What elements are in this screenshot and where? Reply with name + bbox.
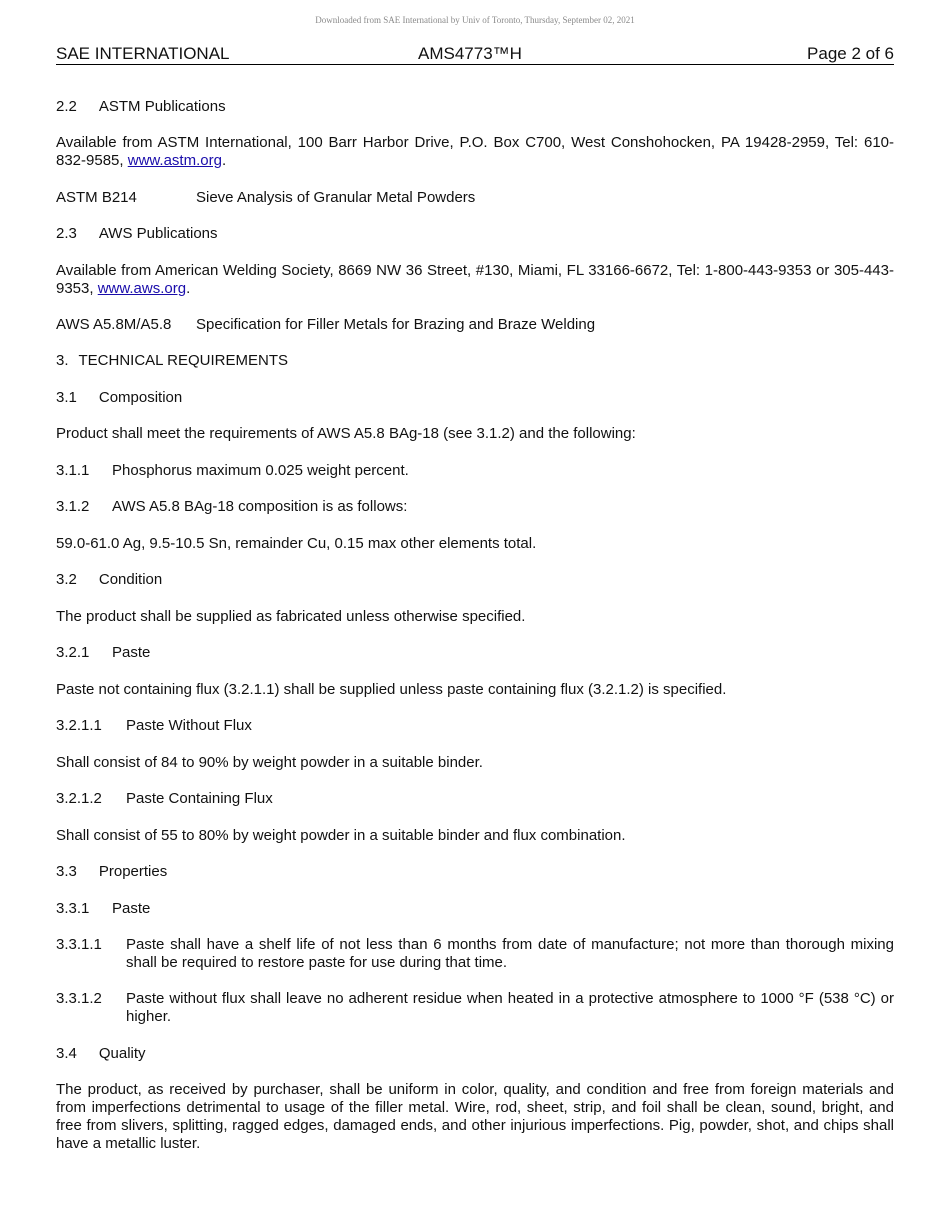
section-title: Paste	[112, 644, 151, 661]
section-title: AWS Publications	[98, 225, 218, 242]
section-number: 3.1.1	[56, 462, 90, 479]
section-3-2-1-2-heading	[56, 790, 894, 808]
astm-availability-paragraph	[56, 134, 894, 170]
section-number: 2.3	[56, 225, 77, 242]
section-number: 2.2	[56, 98, 77, 115]
reference-title: Sieve Analysis of Granular Metal Powders	[196, 189, 476, 206]
section-3-4-text: The product, as received by purchaser, shall be uniform in color, quality, and condition and free from foreign materials and from imperfections detrimental to usage of the filler metal. Wire, rod, sheet, strip, and foil shall be clean, sound, bright, and free from slivers, splitting, ragged edges, damaged ends, and other injurious imperfections. Pig, powder, shot, and chips shall have a metallic luster.	[56, 1081, 894, 1152]
section-3-1-2	[56, 498, 894, 516]
section-3-3-1-heading	[56, 900, 894, 918]
section-3-1-heading	[56, 389, 894, 407]
section-3-2-1-1-heading	[56, 717, 894, 735]
section-title: Paste	[112, 900, 151, 917]
section-3-2-1-heading	[56, 644, 894, 662]
section-number: 3.4	[56, 1045, 77, 1062]
header-organization: SAE INTERNATIONAL	[56, 44, 230, 63]
section-title: Paste Without Flux	[126, 717, 252, 734]
aws-availability-paragraph	[56, 262, 894, 298]
section-number: 3.3	[56, 863, 77, 880]
header-page-number: Page 2 of 6	[807, 44, 894, 63]
section-3-2-1-text: Paste not containing flux (3.2.1.1) shall be supplied unless paste containing flux (3.2.1.2) is specified.	[56, 681, 727, 698]
section-number: 3.2.1	[56, 644, 90, 661]
section-3-2-heading	[56, 571, 894, 589]
section-number: 3.2.1.1	[56, 717, 102, 734]
section-title: Paste Containing Flux	[126, 790, 273, 807]
section-title: Composition	[98, 389, 183, 406]
astm-address-text: Available from ASTM International, 100 Barr Harbor Drive, P.O. Box C700, West Conshohocken, PA 19428-2959, Tel: 610-832-9585,	[56, 134, 894, 169]
section-3-2-1-1-text: Shall consist of 84 to 90% by weight powder in a suitable binder.	[56, 754, 483, 771]
section-3-3-1-1-number: 3.3.1.1	[56, 936, 102, 953]
section-number: 3.3.1	[56, 900, 90, 917]
section-number: 3.2	[56, 571, 77, 588]
section-3-heading	[56, 352, 894, 370]
section-number: 3.	[56, 352, 69, 369]
composition-detail: 59.0-61.0 Ag, 9.5-10.5 Sn, remainder Cu, 0.15 max other elements total.	[56, 535, 537, 552]
section-3-1-text: Product shall meet the requirements of AWS A5.8 BAg-18 (see 3.1.2) and the following:	[56, 425, 636, 442]
section-3-2-text: The product shall be supplied as fabricated unless otherwise specified.	[56, 608, 526, 625]
section-number: 3.2.1.2	[56, 790, 102, 807]
reference-title: Specification for Filler Metals for Brazing and Braze Welding	[196, 316, 596, 333]
section-3-4-heading	[56, 1045, 894, 1063]
section-number: 3.1	[56, 389, 77, 406]
astm-reference-row	[56, 189, 894, 207]
section-title: ASTM Publications	[98, 98, 226, 115]
download-watermark: Downloaded from SAE International by Univ of Toronto, Thursday, September 02, 2021	[315, 15, 635, 25]
section-3-3-heading	[56, 863, 894, 881]
section-3-2-1-2-text: Shall consist of 55 to 80% by weight powder in a suitable binder and flux combination.	[56, 827, 626, 844]
astm-website-link[interactable]: www.astm.org	[127, 152, 222, 169]
page-header	[56, 44, 894, 65]
aws-address-text: Available from American Welding Society, 8669 NW 36 Street, #130, Miami, FL 33166-6672, Tel: 1-800-443-9353 or 305-443-9353,	[56, 262, 894, 297]
section-3-3-1-2-number: 3.3.1.2	[56, 990, 102, 1007]
section-title: Properties	[98, 863, 168, 880]
reference-code: AWS A5.8M/A5.8	[56, 316, 172, 333]
section-3-3-1-2-text: Paste without flux shall leave no adherent residue when heated in a protective atmosphere to 1000 °F (538 °C) or higher.	[126, 990, 894, 1025]
section-title: Condition	[98, 571, 163, 588]
section-2-3-heading	[56, 225, 894, 243]
section-title: Quality	[98, 1045, 146, 1062]
section-text: AWS A5.8 BAg-18 composition is as follows:	[112, 498, 408, 515]
section-title: TECHNICAL REQUIREMENTS	[78, 352, 288, 369]
section-3-1-1	[56, 462, 894, 480]
section-text: Phosphorus maximum 0.025 weight percent.	[112, 462, 409, 479]
section-number: 3.1.2	[56, 498, 90, 515]
reference-code: ASTM B214	[56, 189, 137, 206]
header-document-number: AMS4773™H	[418, 44, 522, 63]
section-2-2-heading	[56, 98, 894, 116]
astm-period: .	[221, 152, 227, 169]
section-3-3-1-1-text: Paste shall have a shelf life of not less than 6 months from date of manufacture; not more than thorough mixing shall be required to restore paste for use during that time.	[126, 936, 894, 971]
aws-website-link[interactable]: www.aws.org	[97, 280, 187, 297]
aws-period: .	[186, 280, 191, 297]
aws-reference-row	[56, 316, 894, 334]
